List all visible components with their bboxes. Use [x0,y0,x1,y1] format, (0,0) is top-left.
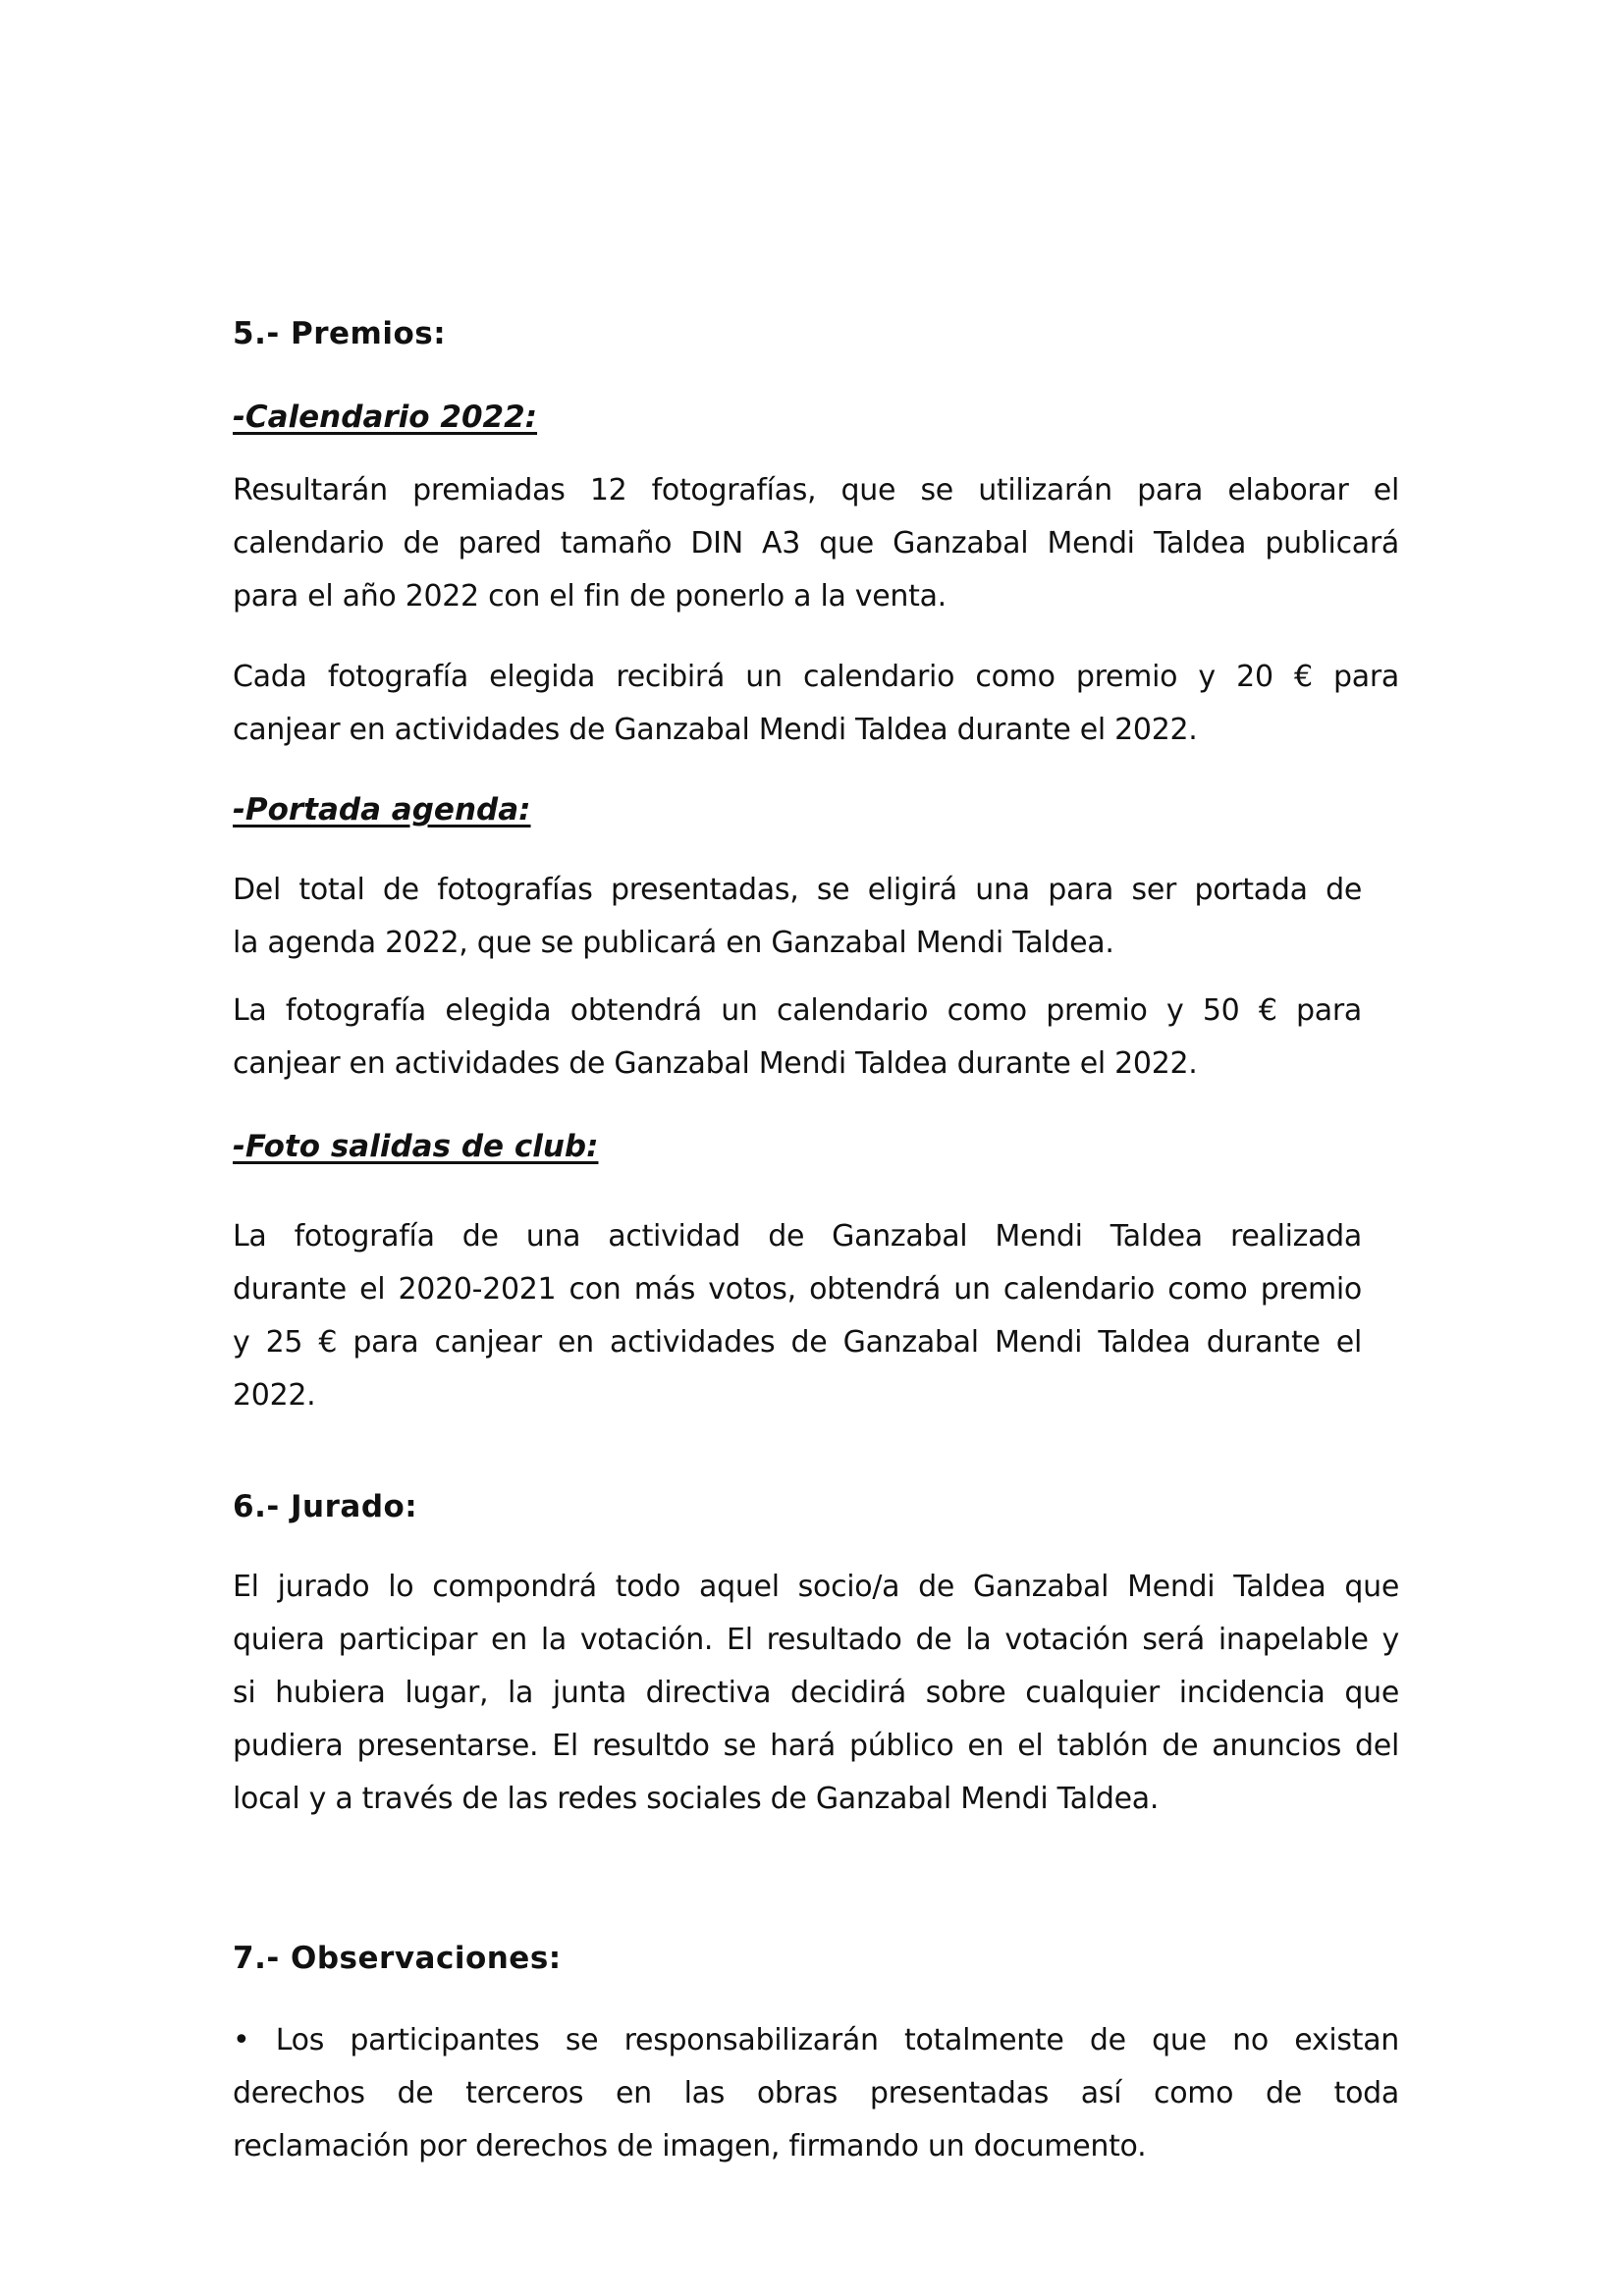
text-line: La fotografía elegida obtendrá un calendario como premio y 50 € para [233,993,1362,1028]
text-line: Del total de fotografías presentadas, se eligirá una para ser portada de [233,873,1362,907]
paragraph-portada-premio [233,985,1362,1091]
text-line: durante el 2020-2021 con más votos, obtendrá un calendario como premio [233,1272,1362,1307]
text-line: pudiera presentarse. El resultdo se hará público en el tablón de anuncios del [233,1729,1399,1763]
text-line: El jurado lo compondrá todo aquel socio/a de Ganzabal Mendi Taldea que [233,1570,1399,1604]
subheading-calendario: -Calendario 2022: [233,400,538,435]
paragraph-jurado [233,1561,1399,1826]
paragraph-portada-eleccion [233,864,1362,970]
text-line: Cada fotografía elegida recibirá un calendario como premio y 20 € para [233,660,1399,694]
section-title-premios: 5.- Premios: [233,316,447,351]
section-title-observaciones: 7.- Observaciones: [233,1941,562,1976]
paragraph-foto-salidas [233,1210,1362,1422]
paragraph-calendario-premio [233,651,1399,757]
section-title-jurado: 6.- Jurado: [233,1489,418,1524]
text-line: calendario de pared tamaño DIN A3 que Ganzabal Mendi Taldea publicará [233,526,1399,561]
text-line: 2022. [233,1378,316,1413]
paragraph-calendario-premiadas [233,464,1399,623]
text-line: la agenda 2022, que se publicará en Ganzabal Mendi Taldea. [233,926,1114,960]
text-line: reclamación por derechos de imagen, firmando un documento. [233,2129,1147,2163]
text-line: quiera participar en la votación. El resultado de la votación será inapelable y [233,1623,1399,1657]
subheading-foto-salidas-club: -Foto salidas de club: [233,1129,599,1164]
text-line: • Los participantes se responsabilizarán totalmente de que no existan [233,2023,1399,2057]
text-line: derechos de terceros en las obras presentadas así como de toda [233,2076,1399,2110]
text-line: local y a través de las redes sociales de Ganzabal Mendi Taldea. [233,1782,1160,1816]
text-line: para el año 2022 con el fin de ponerlo a la venta. [233,579,947,614]
text-line: canjear en actividades de Ganzabal Mendi Taldea durante el 2022. [233,713,1198,747]
text-line: canjear en actividades de Ganzabal Mendi Taldea durante el 2022. [233,1046,1198,1081]
paragraph-observaciones-bullet [233,2014,1399,2173]
subheading-portada-agenda: -Portada agenda: [233,792,531,828]
text-line: y 25 € para canjear en actividades de Ganzabal Mendi Taldea durante el [233,1325,1362,1360]
text-line: si hubiera lugar, la junta directiva decidirá sobre cualquier incidencia que [233,1676,1399,1710]
text-line: Resultarán premiadas 12 fotografías, que se utilizarán para elaborar el [233,473,1399,507]
text-line: La fotografía de una actividad de Ganzabal Mendi Taldea realizada [233,1219,1362,1254]
